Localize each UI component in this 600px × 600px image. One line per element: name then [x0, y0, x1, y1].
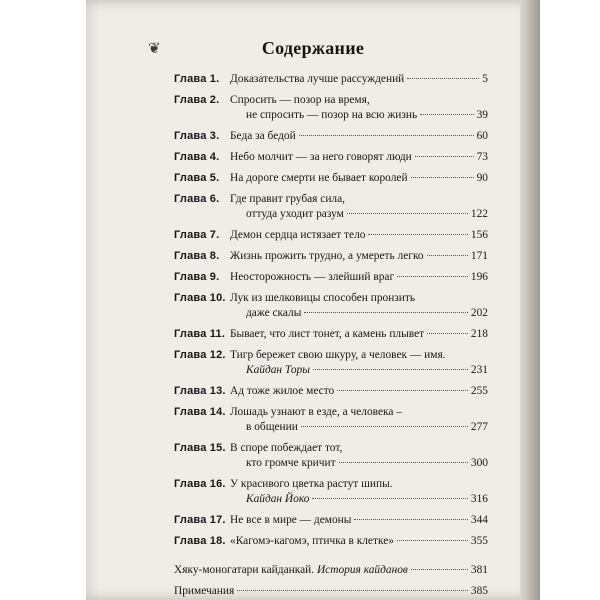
toc-entry	[174, 405, 488, 435]
extra-title: Хяку-моногатари кайданкай.	[174, 564, 315, 576]
toc-entry-extra	[174, 584, 488, 599]
chapter-title-line: Доказательства лучше рассуждений	[230, 73, 405, 85]
page-title: Содержание	[261, 38, 365, 58]
chapter-label: Глава 3.	[174, 130, 220, 142]
page-number: 196	[470, 271, 488, 283]
dot-leader	[411, 569, 468, 570]
dot-leader	[407, 78, 479, 79]
toc-entry	[174, 534, 488, 549]
section-gap	[174, 555, 488, 563]
toc-entry-extra	[174, 563, 488, 578]
dot-leader	[427, 255, 468, 256]
page-number: 5	[482, 73, 488, 85]
toc-entry	[174, 192, 488, 222]
chapter-title-line: Не все в мире — демоны	[230, 514, 352, 526]
page-number: 218	[470, 328, 488, 340]
page-number: 385	[470, 585, 488, 597]
chapter-title-line: Небо молчит — за него говорят люди	[230, 151, 412, 163]
chapter-label: Глава 15.	[174, 442, 226, 454]
page-number: 344	[470, 514, 488, 526]
chapter-title-line: На дороге смерти не бывает королей	[230, 172, 408, 184]
toc-entry	[174, 129, 488, 144]
page-number: 156	[470, 229, 488, 241]
chapter-title-line: В споре побеждает тот,	[230, 442, 343, 454]
toc-entry	[174, 228, 488, 243]
toc-entry	[174, 150, 488, 165]
chapter-label: Глава 7.	[174, 229, 220, 241]
page-number: 255	[470, 385, 488, 397]
toc-entry	[174, 348, 488, 378]
chapter-label: Глава 14.	[174, 406, 226, 418]
toc-entry	[174, 513, 488, 528]
chapter-title-line: оттуда уходит разум	[246, 208, 344, 220]
chapter-title-line: Спросить — позор на время,	[230, 94, 370, 106]
book-page	[86, 0, 540, 600]
chapter-label: Глава 10.	[174, 292, 226, 304]
dot-leader	[237, 590, 468, 591]
chapter-label: Глава 18.	[174, 535, 226, 547]
page-number: 73	[476, 151, 488, 163]
page-number: 39	[476, 109, 488, 121]
chapter-title-line: кто громче кричит	[246, 457, 336, 469]
chapter-title-line: Беда за бедой	[230, 130, 296, 142]
page-number: 171	[470, 250, 488, 262]
toc-entry	[174, 477, 488, 507]
page-number: 122	[470, 208, 488, 220]
chapter-label: Глава 5.	[174, 172, 220, 184]
toc-entry	[174, 93, 488, 123]
page-number: 355	[470, 535, 488, 547]
chapter-label: Глава 4.	[174, 151, 220, 163]
dot-leader	[397, 540, 468, 541]
page-number: 381	[470, 564, 488, 576]
dot-leader	[339, 462, 468, 463]
extra-title: Примечания	[174, 585, 235, 597]
chapter-author: Кайдан Торы	[246, 364, 310, 376]
dot-leader	[427, 333, 468, 334]
fleuron-ornament-icon: ❦	[148, 39, 161, 57]
chapter-label: Глава 6.	[174, 193, 220, 205]
chapter-label: Глава 2.	[174, 94, 220, 106]
chapter-label: Глава 16.	[174, 478, 226, 490]
page-number: 90	[476, 172, 488, 184]
chapter-label: Глава 17.	[174, 514, 226, 526]
dot-leader	[313, 369, 468, 370]
chapter-label: Глава 1.	[174, 73, 220, 85]
toc-entry	[174, 384, 488, 399]
chapter-title-line: даже скалы	[246, 307, 302, 319]
extra-title-italic: История кайданов	[316, 564, 408, 576]
toc-entry	[174, 72, 488, 87]
dot-leader	[304, 312, 468, 313]
chapter-title-line: Демон сердца истязает тело	[230, 229, 366, 241]
chapter-label: Глава 12.	[174, 349, 226, 361]
toc-entry	[174, 291, 488, 321]
chapter-label: Глава 8.	[174, 250, 220, 262]
chapter-title-line: «Кагомэ-кагомэ, птичка в клетке»	[230, 535, 394, 547]
dot-leader	[312, 498, 467, 499]
dot-leader	[337, 390, 468, 391]
chapter-title-line: Тигр бережет свою шкуру, а человек — имя.	[230, 349, 446, 361]
chapter-title-line: не спросить — позор на всю жизнь	[246, 109, 418, 121]
chapter-title-line: У красивого цветка растут шипы.	[230, 478, 393, 490]
dot-leader	[347, 213, 468, 214]
page-number: 277	[470, 421, 488, 433]
page-edge-shadow	[520, 0, 540, 600]
page-number: 202	[470, 307, 488, 319]
chapter-label: Глава 11.	[174, 328, 226, 340]
dot-leader	[411, 177, 474, 178]
chapter-title-line: Где правит грубая сила,	[230, 193, 346, 205]
dot-leader	[420, 114, 473, 115]
dot-leader	[354, 519, 467, 520]
toc-entry	[174, 441, 488, 471]
dot-leader	[301, 426, 468, 427]
toc-entry	[174, 270, 488, 285]
page-number: 316	[470, 493, 488, 505]
toc-entry	[174, 171, 488, 186]
chapter-label: Глава 9.	[174, 271, 220, 283]
chapter-title-line: Неосторожность — злейший враг	[230, 271, 395, 283]
dot-leader	[415, 156, 474, 157]
chapter-label: Глава 13.	[174, 385, 226, 397]
table-of-contents	[174, 72, 488, 600]
dot-leader	[368, 234, 467, 235]
chapter-author: Кайдан Йоко	[246, 493, 310, 505]
page-number: 300	[470, 457, 488, 469]
toc-entry	[174, 249, 488, 264]
chapter-title-line: Лошадь узнают в езде, а человека –	[230, 406, 402, 418]
chapter-title-line: в общении	[246, 421, 298, 433]
page-number: 231	[470, 364, 488, 376]
toc-entry	[174, 327, 488, 342]
page-number: 60	[476, 130, 488, 142]
dot-leader	[299, 135, 474, 136]
dot-leader	[397, 276, 468, 277]
chapter-title-line: Жизнь прожить трудно, а умереть легко	[230, 250, 424, 262]
chapter-title-line: Бывает, что лист тонет, а камень плывет	[230, 328, 425, 340]
chapter-title-line: Ад тоже жилое место	[230, 385, 335, 397]
chapter-title-line: Лук из шелковицы способен пронзить	[230, 292, 416, 304]
